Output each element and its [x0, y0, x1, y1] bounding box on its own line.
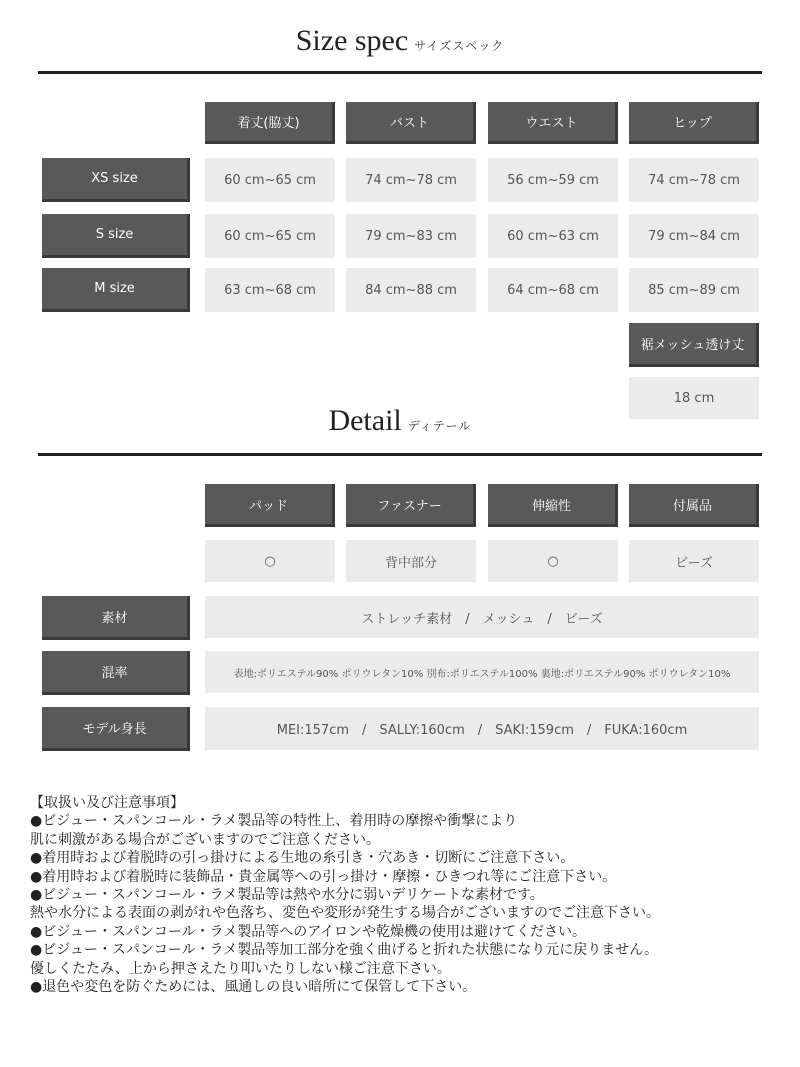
size-cell: 63 cm~68 cm — [205, 268, 335, 312]
size-cell: 84 cm~88 cm — [346, 268, 476, 312]
note-line: ●ビジュー・スパンコール・ラメ製品等は熱や水分に弱いデリケートな素材です。 — [30, 887, 544, 904]
size-cell: 85 cm~89 cm — [629, 268, 759, 312]
detail-cell: 背中部分 — [346, 540, 476, 582]
size-cell: 79 cm~84 cm — [629, 214, 759, 258]
size-cell: 60 cm~65 cm — [205, 158, 335, 202]
detail-subtitle: ディテール — [407, 419, 472, 433]
mesh-length-header: 裾メッシュ透け丈 — [629, 323, 759, 367]
size-cell: 74 cm~78 cm — [629, 158, 759, 202]
detail-col-header: 伸縮性 — [488, 484, 618, 527]
size-row-label: S size — [42, 214, 190, 258]
detail-divider — [38, 453, 762, 456]
notes-heading: 【取扱い及び注意事項】 — [30, 795, 184, 811]
note-line: ●ビジュー・スパンコール・ラメ製品等加工部分を強く曲げると折れた状態になり元に戻りません。 — [30, 942, 659, 959]
size-spec-title: Size spec — [295, 24, 409, 57]
size-row-label: M size — [42, 268, 190, 312]
size-cell: 64 cm~68 cm — [488, 268, 618, 312]
detail-title: Detail — [328, 404, 402, 437]
detail-cell: ○ — [205, 540, 335, 582]
material-value: ストレッチ素材 / メッシュ / ビーズ — [205, 596, 759, 638]
detail-row-label: 混率 — [42, 651, 190, 695]
detail-cell: ○ — [488, 540, 618, 582]
detail-row-label: 素材 — [42, 596, 190, 640]
detail-heading — [0, 404, 800, 438]
size-cell: 74 cm~78 cm — [346, 158, 476, 202]
detail-col-header: 付属品 — [629, 484, 759, 527]
size-row-label: XS size — [42, 158, 190, 202]
detail-col-header: ファスナー — [346, 484, 476, 527]
note-line: 優しくたたみ、上から押さえたり叩いたりしない様ご注意下さい。 — [30, 960, 451, 977]
size-spec-heading — [0, 24, 800, 58]
size-cell: 79 cm~83 cm — [346, 214, 476, 258]
note-line: 熱や水分による表面の剥がれや色落ち、変色や変形が発生する場合がございますのでご注意下さい。 — [30, 905, 660, 922]
detail-col-header: パッド — [205, 484, 335, 527]
blend-value: 表地:ポリエステル90% ポリウレタン10% 別布:ポリエステル100% 裏地:ポリエステル90% ポリウレタン10% — [205, 651, 759, 693]
note-line: 肌に刺激がある場合がございますのでご注意ください。 — [30, 831, 380, 848]
model-height-value: MEI:157cm / SALLY:160cm / SAKI:159cm / FUKA:160cm — [205, 707, 759, 750]
care-notes — [30, 794, 780, 996]
mesh-length-value: 18 cm — [629, 377, 759, 419]
note-line: ●ビジュー・スパンコール・ラメ製品等へのアイロンや乾燥機の使用は避けてください。 — [30, 923, 586, 940]
note-line: ●ビジュー・スパンコール・ラメ製品等の特性上、着用時の摩擦や衝撃により — [30, 813, 518, 830]
size-col-header: ウエスト — [488, 102, 618, 144]
size-cell: 60 cm~65 cm — [205, 214, 335, 258]
note-line: ●着用時および着脱時に装飾品・貴金属等への引っ掛け・摩擦・ひきつれ等にご注意下さい。 — [30, 868, 617, 885]
size-cell: 60 cm~63 cm — [488, 214, 618, 258]
size-spec-divider — [38, 71, 762, 74]
size-col-header: バスト — [346, 102, 476, 144]
size-cell: 56 cm~59 cm — [488, 158, 618, 202]
detail-cell: ビーズ — [629, 540, 759, 582]
size-spec-subtitle: サイズスペック — [414, 39, 505, 53]
detail-row-label: モデル身長 — [42, 707, 190, 751]
size-col-header: ヒップ — [629, 102, 759, 144]
note-line: ●退色や変色を防ぐためには、風通しの良い暗所にて保管して下さい。 — [30, 979, 477, 996]
size-col-header: 着丈(脇丈) — [205, 102, 335, 144]
note-line: ●着用時および着脱時の引っ掛けによる生地の糸引き・穴あき・切断にご注意下さい。 — [30, 850, 575, 867]
